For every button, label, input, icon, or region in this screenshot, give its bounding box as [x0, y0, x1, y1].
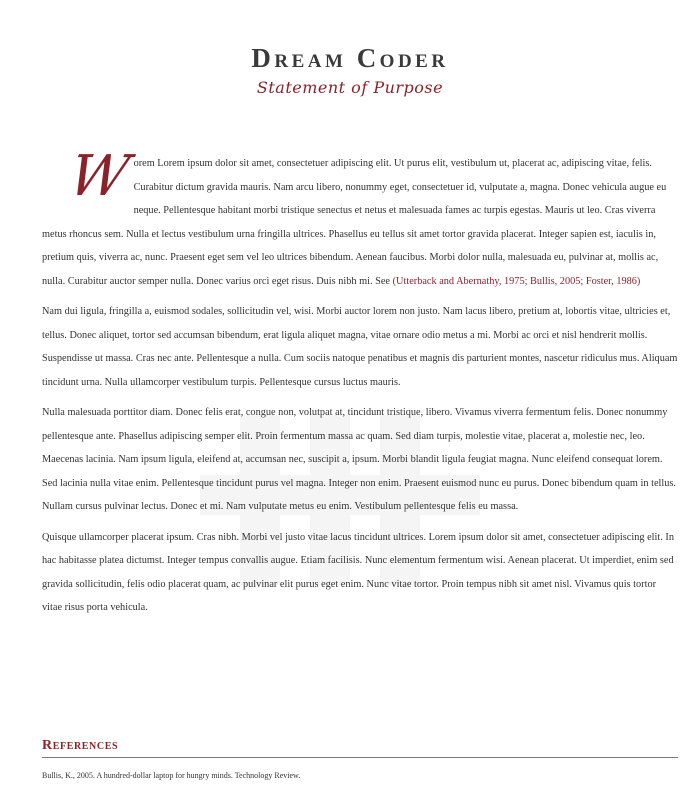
reference-entry: Bullis, K., 2005. A hundred-dollar laptop for hungry minds. Technology Review.	[42, 771, 301, 780]
references-section	[42, 738, 678, 780]
document-title: Dream Coder	[251, 43, 449, 73]
paragraph-2: Nam dui ligula, fringilla a, euismod sodales, sollicitudin vel, wisi. Morbi auctor lorem non justo. Nam lacus libero, pretium at, lobortis vitae, ultricies et, tellus. Donec aliquet, tortor sed accumsan bibendum, erat ligula aliquet magna, vitae ornare odio metus a mi. Morbi ac orci et nisl hendrerit mollis. Suspendisse ut massa. Cras nec ante. Pellentesque a nulla. Cum sociis natoque penatibus et magnis dis parturient montes, nascetur ridiculus mus. Aliquam tincidunt urna. Nulla ullamcorper vestibulum turpis. Pellentesque cursus luctus mauris.	[42, 306, 678, 388]
citation-link-utterback[interactable]: Utterback and Abernathy, 1975	[396, 275, 525, 287]
references-heading: References	[42, 738, 678, 758]
citation-link-foster[interactable]: Foster, 1986	[585, 275, 637, 287]
paragraph-3: Nulla malesuada porttitor diam. Donec felis erat, congue non, volutpat at, tincidunt tristique, libero. Vivamus viverra fermentum felis. Donec nonummy pellentesque ante. Phasellus adipiscing semper elit. Proin fermentum massa ac quam. Sed diam turpis, molestie vitae, placerat a, molestie nec, leo. Maecenas lacinia. Nam ipsum ligula, eleifend at, accumsan nec, suscipit a, ipsum. Morbi blandit ligula feugiat magna. Nunc eleifend consequat lorem. Sed lacinia nulla vitae enim. Pellentesque tincidunt purus vel magna. Integer non enim. Praesent euismod nunc eu purus. Donec bibendum quam in tellus. Nullam cursus pulvinar lectus. Donec et mi. Nam vulputate metus eu enim. Vestibulum pellentesque felis eu massa.	[42, 407, 676, 512]
drop-cap: W	[63, 144, 135, 209]
document-subtitle: Statement of Purpose	[256, 78, 444, 97]
citation-link-bullis[interactable]: Bullis, 2005	[530, 275, 581, 287]
paragraph-1	[42, 144, 678, 293]
citation-close: )	[636, 275, 641, 287]
citation-open: (	[392, 275, 397, 287]
paragraph-1-text: orem Lorem ipsum dolor sit amet, consectetuer adipiscing elit. Ut purus elit, vestibulum ut, placerat ac, adipiscing vitae, felis. Curabitur dictum gravida mauris. Nam arcu libero, nonummy eget, consectetuer id, vulputate a, magna. Donec vehicula augue eu neque. Pellentesque habitant morbi tristique senectus et netus et malesuada fames ac turpis egestas. Mauris ut leo. Cras viverra metus rhoncus sem. Nulla et lectus vestibulum urna fringilla ultrices. Phasellus eu tellus sit amet tortor gravida placerat. Integer sapien est, iaculis in, pretium quis, viverra ac, nunc. Praesent eget sem vel leo ultrices bibendum. Aenean faucibus. Morbi dolor nulla, malesuada eu, pulvinar at, mollis ac, nulla. Curabitur auctor semper nulla. Donec varius orci eget risus. Duis nibh mi. See	[42, 158, 667, 287]
body-content	[42, 144, 678, 627]
paragraph-4: Quisque ullamcorper placerat ipsum. Cras nibh. Morbi vel justo vitae lacus tincidunt ultrices. Lorem ipsum dolor sit amet, consectetuer adipiscing elit. In hac habitasse platea dictumst. Integer tempus convallis augue. Etiam facilisis. Nunc elementum fermentum wisi. Aenean placerat. Ut imperdiet, enim sed gravida sollicitudin, felis odio placerat quam, ac pulvinar elit purus eget enim. Nunc vitae tortor. Proin tempus nibh sit amet nisl. Vivamus quis tortor vitae risus porta vehicula.	[42, 531, 674, 613]
citation-separator: ;	[524, 275, 531, 287]
document-header	[0, 40, 700, 97]
citation-separator: ;	[580, 275, 586, 287]
